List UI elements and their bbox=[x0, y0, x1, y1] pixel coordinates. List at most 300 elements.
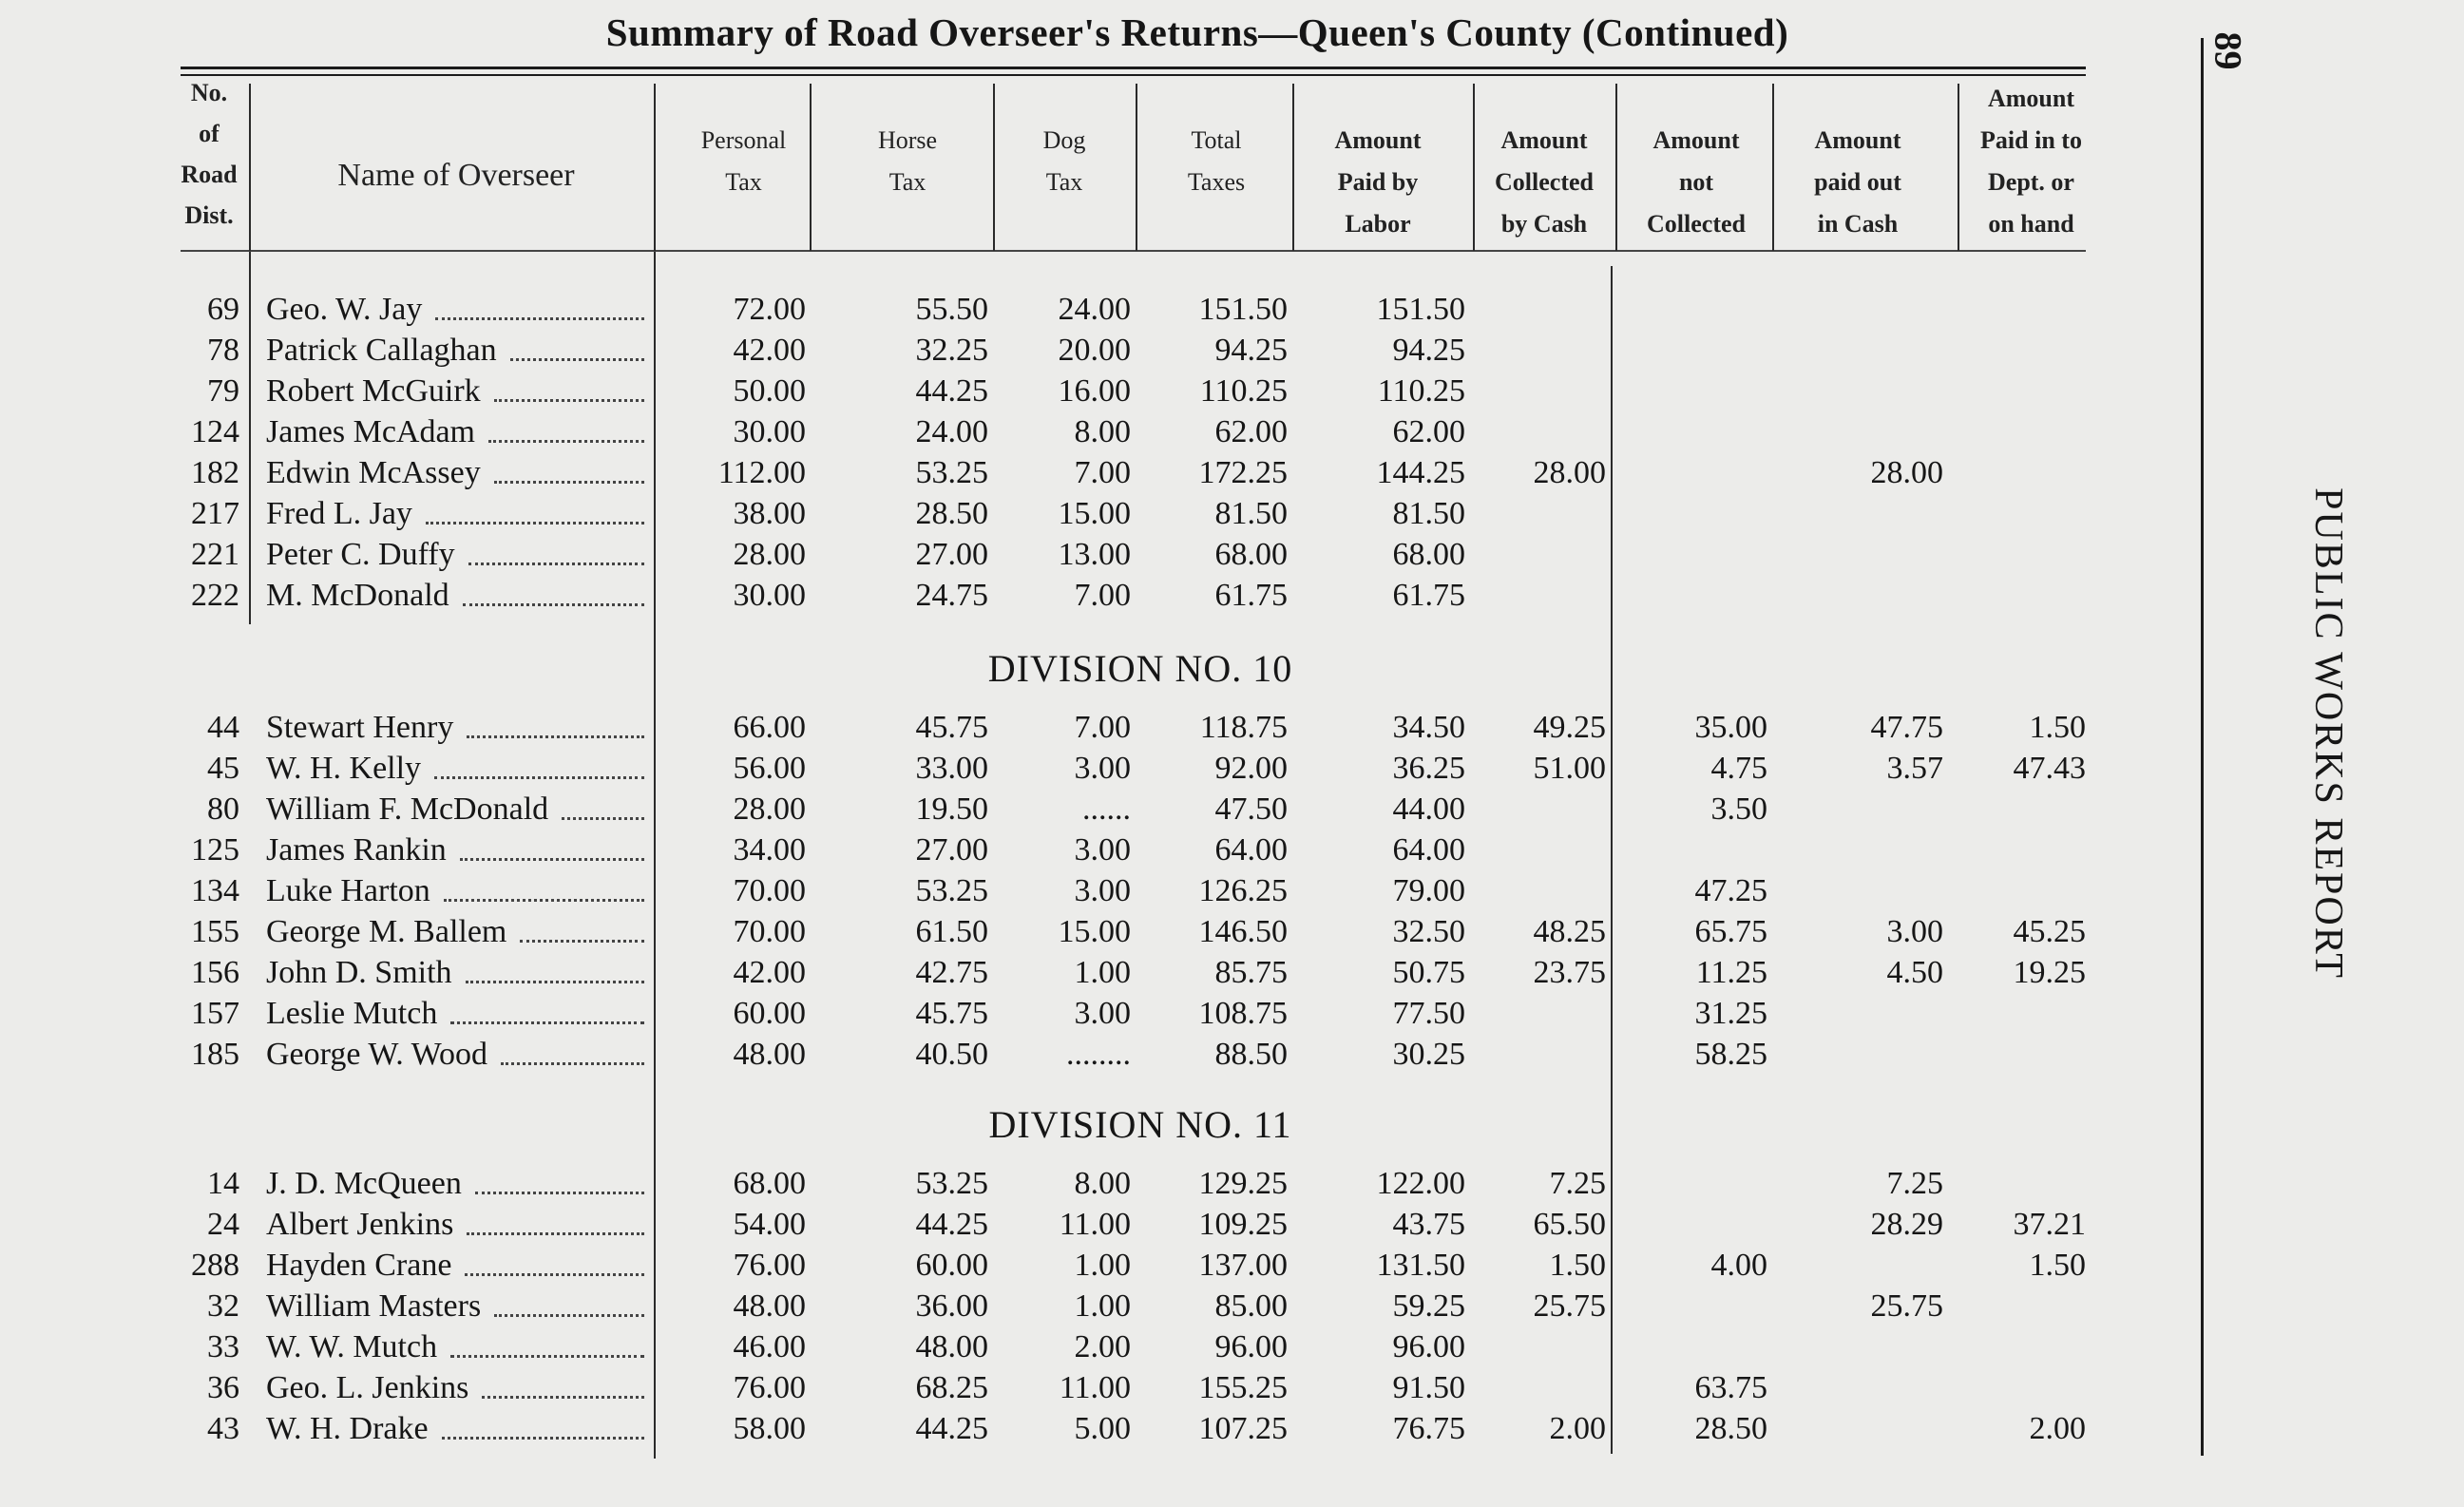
cell-dist: 24 bbox=[207, 1207, 239, 1242]
header-column-rule bbox=[1292, 84, 1294, 251]
cell-dist: 45 bbox=[207, 751, 239, 786]
header-labor bbox=[1292, 120, 1463, 245]
cell-personal: 60.00 bbox=[733, 996, 806, 1031]
dot-leader bbox=[450, 1021, 644, 1024]
cell-dist: 185 bbox=[191, 1037, 239, 1072]
dot-leader bbox=[468, 563, 644, 565]
cell-dog: 1.00 bbox=[1074, 1288, 1131, 1324]
cell-dist: 80 bbox=[207, 792, 239, 827]
cell-dist: 69 bbox=[207, 292, 239, 327]
header-personal-line: Personal bbox=[700, 126, 787, 154]
cell-dist: 14 bbox=[207, 1166, 239, 1201]
cell-dept: 47.43 bbox=[2013, 751, 2086, 786]
cell-dog: 7.00 bbox=[1074, 710, 1131, 745]
cell-personal: 70.00 bbox=[733, 873, 806, 908]
cell-personal: 112.00 bbox=[717, 455, 806, 490]
header-rule bbox=[181, 250, 2086, 252]
cell-labor: 151.50 bbox=[1376, 292, 1465, 327]
dot-leader bbox=[510, 358, 644, 361]
cell-labor: 110.25 bbox=[1377, 373, 1465, 409]
header-paidout-line: in Cash bbox=[1817, 210, 1899, 238]
table-row bbox=[0, 1409, 2138, 1449]
cell-paidout: 4.50 bbox=[1886, 955, 1943, 990]
cell-personal: 28.00 bbox=[733, 792, 806, 827]
cell-dist: 36 bbox=[207, 1370, 239, 1405]
header-dist-line: Road bbox=[181, 161, 238, 188]
cell-name: Geo. L. Jenkins bbox=[266, 1370, 469, 1405]
cell-horse: 44.25 bbox=[915, 1207, 988, 1242]
cell-total: 126.25 bbox=[1198, 873, 1288, 908]
table-row bbox=[0, 576, 2138, 616]
table-row bbox=[0, 372, 2138, 411]
cell-total: 94.25 bbox=[1214, 333, 1288, 368]
cell-labor: 61.75 bbox=[1392, 578, 1465, 613]
cell-dog: 3.00 bbox=[1074, 996, 1131, 1031]
cell-notcoll: 28.50 bbox=[1694, 1411, 1767, 1446]
table-row bbox=[0, 1246, 2138, 1286]
table-row bbox=[0, 494, 2138, 534]
header-personal bbox=[665, 120, 822, 203]
cell-dist: 155 bbox=[191, 914, 239, 949]
header-cash-line: Collected bbox=[1495, 168, 1594, 196]
cell-personal: 46.00 bbox=[733, 1329, 806, 1364]
header-personal-line: Tax bbox=[725, 168, 762, 196]
title-rule-bottom bbox=[181, 74, 2086, 76]
cell-dist: 222 bbox=[191, 578, 239, 613]
header-column-rule bbox=[654, 84, 656, 251]
cell-dept: 45.25 bbox=[2013, 914, 2086, 949]
cell-dog: 11.00 bbox=[1059, 1207, 1131, 1242]
header-dog-line: Dog bbox=[1042, 126, 1086, 154]
dot-leader bbox=[463, 603, 644, 606]
dot-leader bbox=[444, 899, 644, 902]
cell-horse: 48.00 bbox=[915, 1329, 988, 1364]
cell-notcoll: 11.25 bbox=[1695, 955, 1767, 990]
cell-notcoll: 4.00 bbox=[1710, 1248, 1767, 1283]
dot-leader bbox=[501, 1062, 644, 1065]
cell-personal: 34.00 bbox=[733, 832, 806, 868]
cell-personal: 76.00 bbox=[733, 1248, 806, 1283]
cell-name: W. H. Kelly bbox=[266, 751, 422, 786]
cell-total: 155.25 bbox=[1198, 1370, 1288, 1405]
cell-dog: ........ bbox=[1066, 1037, 1131, 1072]
cell-horse: 27.00 bbox=[915, 537, 988, 572]
cell-dist: 78 bbox=[207, 333, 239, 368]
header-notcoll-line: not bbox=[1678, 168, 1714, 196]
cell-notcoll: 47.25 bbox=[1694, 873, 1767, 908]
cell-dist: 79 bbox=[207, 373, 239, 409]
cell-dist: 44 bbox=[207, 710, 239, 745]
header-dept-line: Paid in to bbox=[1980, 126, 2082, 154]
cell-name: Leslie Mutch bbox=[266, 996, 438, 1031]
cell-labor: 91.50 bbox=[1392, 1370, 1465, 1405]
cell-horse: 55.50 bbox=[915, 292, 988, 327]
dot-leader bbox=[475, 1192, 644, 1194]
cell-notcoll: 65.75 bbox=[1694, 914, 1767, 949]
cell-labor: 96.00 bbox=[1392, 1329, 1465, 1364]
table-row bbox=[0, 708, 2138, 748]
cell-total: 110.25 bbox=[1199, 373, 1288, 409]
cell-labor: 32.50 bbox=[1392, 914, 1465, 949]
cell-total: 81.50 bbox=[1214, 496, 1288, 531]
cell-personal: 66.00 bbox=[733, 710, 806, 745]
cell-horse: 45.75 bbox=[915, 996, 988, 1031]
cell-name: J. D. McQueen bbox=[266, 1166, 462, 1201]
cell-total: 64.00 bbox=[1214, 832, 1288, 868]
cell-horse: 53.25 bbox=[915, 455, 988, 490]
header-name: Name of Overseer bbox=[337, 158, 575, 193]
cell-name: Patrick Callaghan bbox=[266, 333, 497, 368]
cell-horse: 53.25 bbox=[915, 1166, 988, 1201]
cell-horse: 53.25 bbox=[915, 873, 988, 908]
cell-cash: 1.50 bbox=[1549, 1248, 1606, 1283]
cell-dog: 13.00 bbox=[1058, 537, 1131, 572]
cell-dog: 2.00 bbox=[1074, 1329, 1131, 1364]
cell-dog: 8.00 bbox=[1074, 414, 1131, 449]
cell-labor: 79.00 bbox=[1392, 873, 1465, 908]
cell-paidout: 28.00 bbox=[1870, 455, 1943, 490]
table-row bbox=[0, 1287, 2138, 1326]
dot-leader bbox=[426, 522, 644, 525]
header-labor-line: Labor bbox=[1345, 210, 1411, 238]
cell-dept: 2.00 bbox=[2029, 1411, 2086, 1446]
header-notcoll bbox=[1615, 120, 1777, 245]
header-dept-line: Amount bbox=[1987, 85, 2074, 112]
dot-leader bbox=[494, 1314, 644, 1317]
cell-total: 85.75 bbox=[1214, 955, 1288, 990]
cell-paidout: 47.75 bbox=[1870, 710, 1943, 745]
table-row bbox=[0, 453, 2138, 493]
header-paidout bbox=[1777, 120, 1939, 245]
header-column-rule bbox=[1615, 84, 1617, 251]
cell-personal: 76.00 bbox=[733, 1370, 806, 1405]
cell-paidout: 3.00 bbox=[1886, 914, 1943, 949]
dot-leader bbox=[494, 481, 644, 484]
cell-notcoll: 63.75 bbox=[1694, 1370, 1767, 1405]
cell-dept: 1.50 bbox=[2029, 1248, 2086, 1283]
table-row bbox=[0, 790, 2138, 830]
division-heading: DIVISION NO. 11 bbox=[988, 1103, 1292, 1146]
cell-labor: 43.75 bbox=[1392, 1207, 1465, 1242]
cell-name: James McAdam bbox=[266, 414, 476, 449]
right-margin-rule bbox=[2201, 38, 2204, 1456]
table-row bbox=[0, 412, 2138, 452]
cell-labor: 68.00 bbox=[1392, 537, 1465, 572]
cell-cash: 48.25 bbox=[1533, 914, 1606, 949]
cell-horse: 40.50 bbox=[915, 1037, 988, 1072]
header-column-rule bbox=[1473, 84, 1475, 251]
header-notcoll-line: Collected bbox=[1647, 210, 1746, 238]
cell-labor: 59.25 bbox=[1392, 1288, 1465, 1324]
cell-total: 47.50 bbox=[1214, 792, 1288, 827]
cell-horse: 27.00 bbox=[915, 832, 988, 868]
cell-dog: 16.00 bbox=[1058, 373, 1131, 409]
cell-name: John D. Smith bbox=[266, 955, 452, 990]
cell-paidout: 25.75 bbox=[1870, 1288, 1943, 1324]
cell-dog: ...... bbox=[1082, 792, 1131, 827]
cell-total: 118.75 bbox=[1199, 710, 1288, 745]
cell-labor: 144.25 bbox=[1376, 455, 1465, 490]
cell-total: 146.50 bbox=[1198, 914, 1288, 949]
cell-cash: 23.75 bbox=[1533, 955, 1606, 990]
cell-name: Robert McGuirk bbox=[266, 373, 481, 409]
table-row bbox=[0, 1164, 2138, 1204]
header-horse bbox=[822, 120, 993, 203]
cell-cash: 65.50 bbox=[1533, 1207, 1606, 1242]
header-dist-line: Dist. bbox=[184, 201, 234, 229]
cell-total: 108.75 bbox=[1198, 996, 1288, 1031]
cell-name: George M. Ballem bbox=[266, 914, 507, 949]
cell-name: Fred L. Jay bbox=[266, 496, 412, 531]
division-heading: DIVISION NO. 10 bbox=[987, 647, 1293, 690]
side-running-head: PUBLIC WORKS REPORT bbox=[2306, 487, 2350, 980]
cell-dist: 125 bbox=[191, 832, 239, 868]
cell-personal: 56.00 bbox=[733, 751, 806, 786]
table-row bbox=[0, 290, 2138, 330]
cell-labor: 36.25 bbox=[1392, 751, 1465, 786]
cell-cash: 2.00 bbox=[1549, 1411, 1606, 1446]
page-number: 89 bbox=[2206, 31, 2250, 70]
cell-dist: 156 bbox=[191, 955, 239, 990]
table-row bbox=[0, 830, 2138, 870]
dot-leader bbox=[562, 817, 644, 820]
cell-notcoll: 4.75 bbox=[1710, 751, 1767, 786]
header-column-rule bbox=[1772, 84, 1774, 251]
table-row bbox=[0, 749, 2138, 789]
cell-paidout: 28.29 bbox=[1870, 1207, 1943, 1242]
header-dist-line: No. bbox=[190, 79, 228, 106]
cell-personal: 30.00 bbox=[733, 414, 806, 449]
header-total bbox=[1136, 120, 1297, 203]
dot-leader bbox=[520, 940, 644, 943]
cell-horse: 19.50 bbox=[915, 792, 988, 827]
cell-dog: 5.00 bbox=[1074, 1411, 1131, 1446]
header-total-line: Total bbox=[1191, 126, 1242, 154]
cell-personal: 58.00 bbox=[733, 1411, 806, 1446]
cell-labor: 50.75 bbox=[1392, 955, 1465, 990]
cell-labor: 64.00 bbox=[1392, 832, 1465, 868]
cell-notcoll: 3.50 bbox=[1710, 792, 1767, 827]
cell-name: William Masters bbox=[266, 1288, 482, 1324]
cell-dept: 37.21 bbox=[2013, 1207, 2086, 1242]
table-row bbox=[0, 994, 2138, 1034]
cell-total: 88.50 bbox=[1214, 1037, 1288, 1072]
cell-dog: 7.00 bbox=[1074, 578, 1131, 613]
cell-horse: 32.25 bbox=[915, 333, 988, 368]
cell-labor: 122.00 bbox=[1376, 1166, 1465, 1201]
header-labor-line: Paid by bbox=[1337, 168, 1419, 196]
header-total-line: Taxes bbox=[1187, 168, 1246, 196]
cell-dog: 1.00 bbox=[1074, 955, 1131, 990]
cell-horse: 28.50 bbox=[915, 496, 988, 531]
cell-personal: 48.00 bbox=[733, 1288, 806, 1324]
cell-dist: 134 bbox=[191, 873, 239, 908]
header-dept-line: on hand bbox=[1988, 210, 2074, 238]
header-dept bbox=[1958, 78, 2105, 245]
dot-leader bbox=[465, 1273, 644, 1276]
title-rule-top bbox=[181, 67, 2086, 69]
dot-leader bbox=[488, 440, 644, 443]
cell-name: William F. McDonald bbox=[266, 792, 549, 827]
cell-labor: 30.25 bbox=[1392, 1037, 1465, 1072]
header-paidout-line: paid out bbox=[1814, 168, 1901, 196]
cell-personal: 50.00 bbox=[733, 373, 806, 409]
cell-horse: 45.75 bbox=[915, 710, 988, 745]
header-cash bbox=[1473, 120, 1615, 245]
cell-name: W. H. Drake bbox=[266, 1411, 429, 1446]
header-notcoll-line: Amount bbox=[1652, 126, 1740, 154]
cell-total: 151.50 bbox=[1198, 292, 1288, 327]
dot-leader bbox=[467, 735, 644, 738]
cell-total: 107.25 bbox=[1198, 1411, 1288, 1446]
cell-dog: 1.00 bbox=[1074, 1248, 1131, 1283]
dot-leader bbox=[435, 317, 644, 320]
cell-personal: 68.00 bbox=[733, 1166, 806, 1201]
header-column-rule bbox=[993, 84, 995, 251]
cell-total: 172.25 bbox=[1198, 455, 1288, 490]
cell-notcoll: 31.25 bbox=[1694, 996, 1767, 1031]
cell-name: Peter C. Duffy bbox=[266, 537, 455, 572]
dot-leader bbox=[460, 858, 644, 861]
cell-dist: 182 bbox=[191, 455, 239, 490]
cell-personal: 28.00 bbox=[733, 537, 806, 572]
cell-dog: 15.00 bbox=[1058, 914, 1131, 949]
cell-personal: 42.00 bbox=[733, 333, 806, 368]
header-column-rule bbox=[810, 84, 812, 251]
header-column-rule bbox=[249, 84, 251, 251]
cell-horse: 68.25 bbox=[915, 1370, 988, 1405]
cell-notcoll: 58.25 bbox=[1694, 1037, 1767, 1072]
cell-total: 137.00 bbox=[1198, 1248, 1288, 1283]
dot-leader bbox=[450, 1355, 644, 1358]
table-row bbox=[0, 953, 2138, 993]
cell-name: Hayden Crane bbox=[266, 1248, 452, 1283]
dot-leader bbox=[482, 1396, 644, 1399]
cell-dog: 3.00 bbox=[1074, 832, 1131, 868]
cell-dog: 11.00 bbox=[1059, 1370, 1131, 1405]
cell-dog: 8.00 bbox=[1074, 1166, 1131, 1201]
cell-personal: 48.00 bbox=[733, 1037, 806, 1072]
cell-labor: 34.50 bbox=[1392, 710, 1465, 745]
cell-total: 62.00 bbox=[1214, 414, 1288, 449]
cell-dog: 3.00 bbox=[1074, 873, 1131, 908]
table-row bbox=[0, 1205, 2138, 1245]
cell-horse: 42.75 bbox=[915, 955, 988, 990]
dot-leader bbox=[467, 1232, 644, 1235]
dot-leader bbox=[494, 399, 644, 402]
cell-personal: 30.00 bbox=[733, 578, 806, 613]
header-cash-line: Amount bbox=[1500, 126, 1588, 154]
header-dog bbox=[993, 120, 1136, 203]
cell-dog: 15.00 bbox=[1058, 496, 1131, 531]
cell-dog: 7.00 bbox=[1074, 455, 1131, 490]
table-row bbox=[0, 1368, 2138, 1408]
dot-leader bbox=[442, 1437, 644, 1440]
cell-name: James Rankin bbox=[266, 832, 447, 868]
cell-dist: 124 bbox=[191, 414, 239, 449]
cell-total: 61.75 bbox=[1214, 578, 1288, 613]
cell-personal: 42.00 bbox=[733, 955, 806, 990]
cell-cash: 7.25 bbox=[1549, 1166, 1606, 1201]
cell-dist: 32 bbox=[207, 1288, 239, 1324]
table-row bbox=[0, 535, 2138, 575]
cell-dist: 221 bbox=[191, 537, 239, 572]
cell-dist: 43 bbox=[207, 1411, 239, 1446]
cell-horse: 60.00 bbox=[915, 1248, 988, 1283]
header-horse-line: Tax bbox=[888, 168, 926, 196]
cell-total: 129.25 bbox=[1198, 1166, 1288, 1201]
cell-personal: 72.00 bbox=[733, 292, 806, 327]
cell-dist: 288 bbox=[191, 1248, 239, 1283]
cell-name: W. W. Mutch bbox=[266, 1329, 438, 1364]
cell-horse: 36.00 bbox=[915, 1288, 988, 1324]
page-title: Summary of Road Overseer's Returns—Queen's County (Continued) bbox=[605, 10, 1789, 54]
cell-labor: 81.50 bbox=[1392, 496, 1465, 531]
cell-name: George W. Wood bbox=[266, 1037, 488, 1072]
cell-name: Stewart Henry bbox=[266, 710, 454, 745]
cell-dog: 24.00 bbox=[1058, 292, 1131, 327]
cell-horse: 33.00 bbox=[915, 751, 988, 786]
cell-horse: 24.00 bbox=[915, 414, 988, 449]
header-horse-line: Horse bbox=[877, 126, 938, 154]
cell-cash: 51.00 bbox=[1533, 751, 1606, 786]
header-dist-line: of bbox=[199, 120, 220, 147]
table-row bbox=[0, 331, 2138, 371]
cell-labor: 131.50 bbox=[1376, 1248, 1465, 1283]
cell-dog: 3.00 bbox=[1074, 751, 1131, 786]
cell-name: Edwin McAssey bbox=[266, 455, 481, 490]
cell-personal: 70.00 bbox=[733, 914, 806, 949]
cell-total: 85.00 bbox=[1214, 1288, 1288, 1324]
cell-cash: 28.00 bbox=[1533, 455, 1606, 490]
cell-dist: 33 bbox=[207, 1329, 239, 1364]
cell-total: 92.00 bbox=[1214, 751, 1288, 786]
cell-paidout: 3.57 bbox=[1886, 751, 1943, 786]
header-dist bbox=[162, 72, 257, 236]
cell-labor: 94.25 bbox=[1392, 333, 1465, 368]
table-row bbox=[0, 871, 2138, 911]
header-column-rule bbox=[1958, 84, 1959, 251]
header-column-rule bbox=[1136, 84, 1137, 251]
table-row bbox=[0, 1035, 2138, 1075]
cell-labor: 77.50 bbox=[1392, 996, 1465, 1031]
cell-dog: 20.00 bbox=[1058, 333, 1131, 368]
cell-horse: 24.75 bbox=[915, 578, 988, 613]
header-dog-line: Tax bbox=[1045, 168, 1083, 196]
cell-horse: 44.25 bbox=[915, 373, 988, 409]
cell-cash: 49.25 bbox=[1533, 710, 1606, 745]
cell-name: M. McDonald bbox=[266, 578, 449, 613]
cell-dist: 157 bbox=[191, 996, 239, 1031]
header-dept-line: Dept. or bbox=[1988, 168, 2074, 196]
header-labor-line: Amount bbox=[1334, 126, 1422, 154]
cell-labor: 44.00 bbox=[1392, 792, 1465, 827]
header-cash-line: by Cash bbox=[1500, 210, 1588, 238]
cell-name: Luke Harton bbox=[266, 873, 430, 908]
cell-dept: 19.25 bbox=[2013, 955, 2086, 990]
cell-horse: 44.25 bbox=[915, 1411, 988, 1446]
cell-personal: 38.00 bbox=[733, 496, 806, 531]
cell-labor: 76.75 bbox=[1392, 1411, 1465, 1446]
cell-name: Geo. W. Jay bbox=[266, 292, 423, 327]
cell-total: 109.25 bbox=[1198, 1207, 1288, 1242]
table-row bbox=[0, 1327, 2138, 1367]
cell-notcoll: 35.00 bbox=[1694, 710, 1767, 745]
cell-dist: 217 bbox=[191, 496, 239, 531]
cell-labor: 62.00 bbox=[1392, 414, 1465, 449]
table-row bbox=[0, 912, 2138, 952]
dot-leader bbox=[434, 776, 644, 779]
